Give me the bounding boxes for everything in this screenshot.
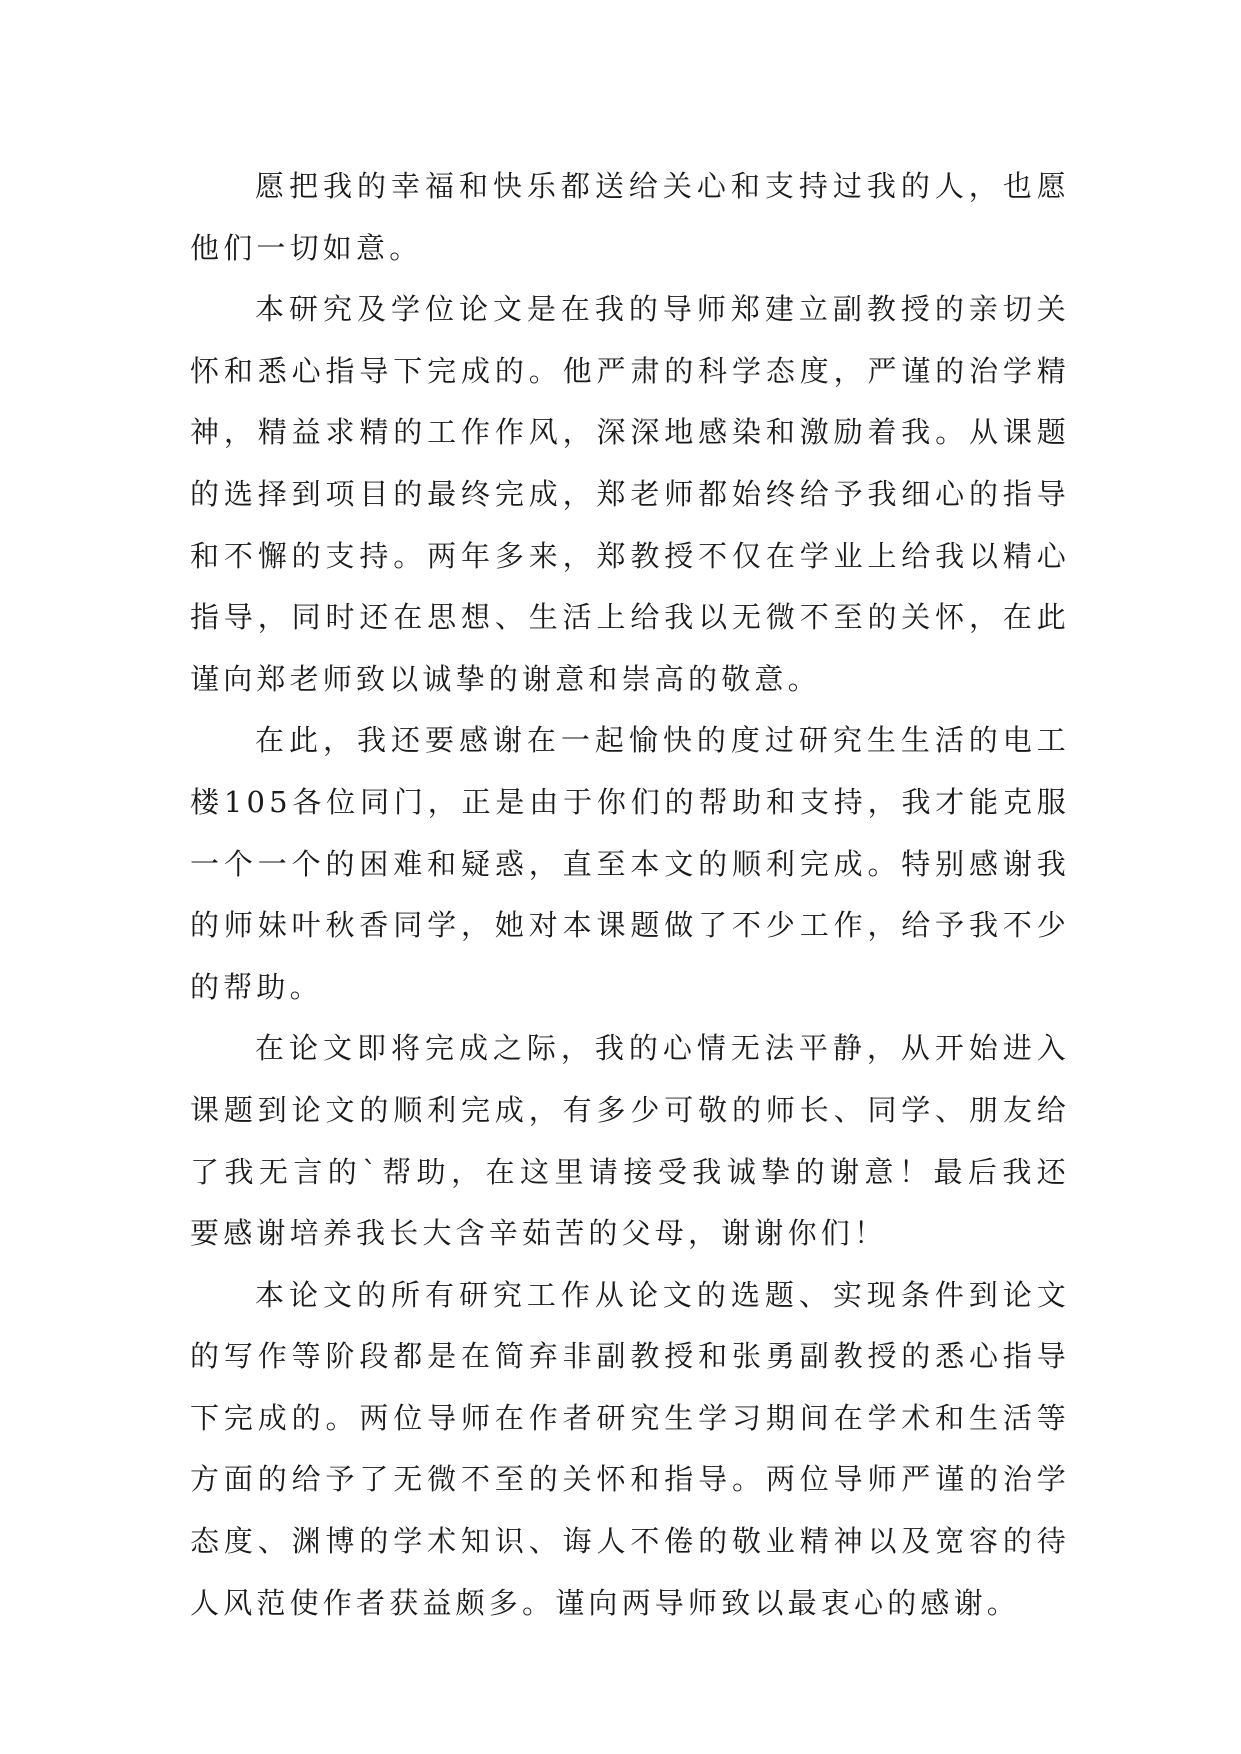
- paragraph-advisor-thanks: 本研究及学位论文是在我的导师郑建立副教授的亲切关怀和悉心指导下完成的。他严肃的科学态度，严谨的治学精神，精益求精的工作作风，深深地感染和激励着我。从课题的选择到项目的最终完成，郑老师都始终给予我细心的指导和不懈的支持。两年多来，郑教授不仅在学业上给我以精心指导，同时还在思想、生活上给我以无微不至的关怀，在此谨向郑老师致以诚挚的谢意和崇高的敬意。: [190, 292, 1070, 696]
- paragraph-labmates-thanks: 在此，我还要感谢在一起愉快的度过研究生生活的电工楼105各位同门，正是由于你们的帮助和支持，我才能克服一个一个的困难和疑惑，直至本文的顺利完成。特别感谢我的师妹叶秋香同学，她对本课题做了不少工作，给予我不少的帮助。: [190, 723, 1070, 1004]
- paragraph-supervisors-thanks: 本论文的所有研究工作从论文的选题、实现条件到论文的写作等阶段都是在简弃非副教授和张勇副教授的悉心指导下完成的。两位导师在作者研究生学习期间在学术和生活等方面的给予了无微不至的关怀和指导。两位导师严谨的治学态度、渊博的学术知识、诲人不倦的敬业精神以及宽容的待人风范使作者获益颇多。谨向两导师致以最衷心的感谢。: [190, 1277, 1070, 1620]
- paragraph-family-thanks: 在论文即将完成之际，我的心情无法平静，从开始进入课题到论文的顺利完成，有多少可敬的师长、同学、朋友给了我无言的`帮助，在这里请接受我诚挚的谢意！最后我还要感谢培养我长大含辛茹苦的父母，谢谢你们！: [190, 1031, 1070, 1251]
- paragraph-wishes: 愿把我的幸福和快乐都送给关心和支持过我的人，也愿他们一切如意。: [190, 169, 1070, 265]
- document-body: [190, 156, 1070, 1634]
